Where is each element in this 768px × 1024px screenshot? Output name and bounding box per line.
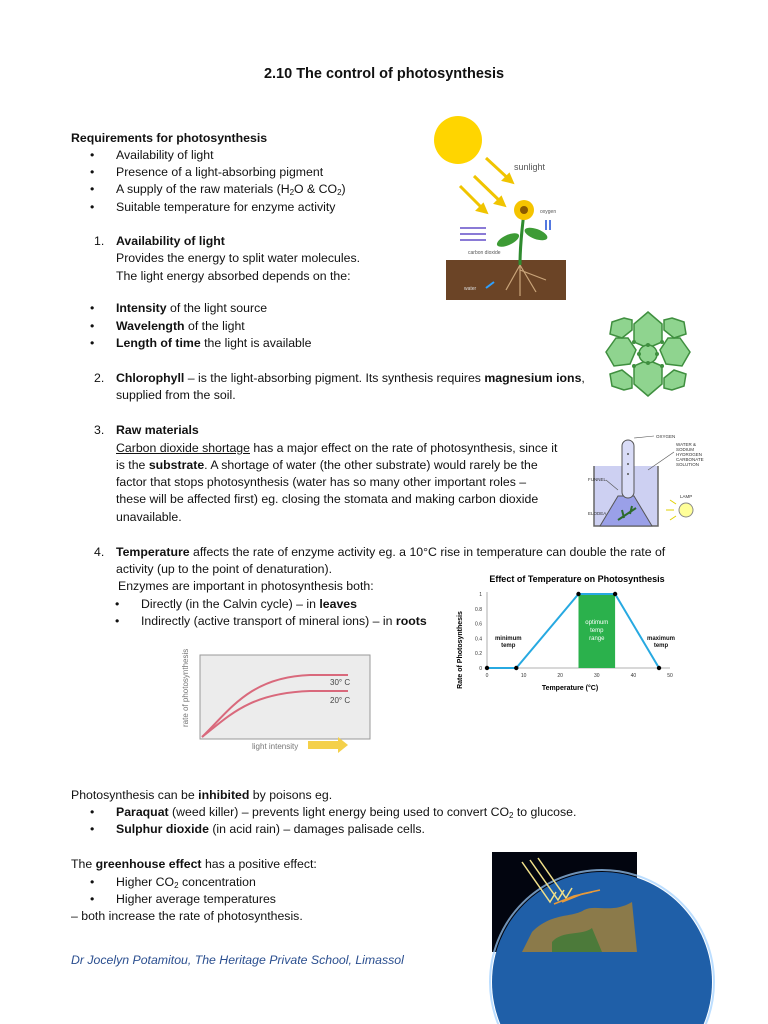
- earth-greenhouse-figure: [492, 852, 637, 952]
- minimum-temp-label: temp: [501, 643, 516, 649]
- page-title: 2.10 The control of photosynthesis: [263, 66, 505, 82]
- enzyme-item: • Indirectly (active transport of mineral ions) – in roots: [141, 613, 427, 630]
- section-3-text: is the substrate. A shortage of water (the other substrate) would rarely be the: [116, 458, 538, 472]
- enzyme-item: • Directly (in the Calvin cycle) – in leaves: [141, 596, 357, 613]
- svg-text:WATER &: WATER &: [676, 442, 696, 447]
- requirement-item: • Availability of light: [116, 147, 214, 164]
- section-3-text: Carbon dioxide shortage has a major effect on the rate of photosynthesis, since it: [116, 441, 558, 455]
- svg-text:oxygen: oxygen: [540, 209, 557, 215]
- section-3-heading: 3. Raw materials: [94, 423, 199, 437]
- greenhouse-item: • Higher $CO_2$ concentration: [116, 874, 256, 894]
- x-tick-label: 10: [520, 673, 527, 679]
- svg-text:20° C: 20° C: [330, 696, 351, 705]
- x-tick-label: 50: [667, 673, 673, 679]
- optimum-label: optimum: [585, 620, 609, 626]
- section-1-text: Provides the energy to split water molecules.: [116, 251, 361, 265]
- optimum-label: temp: [590, 628, 604, 634]
- svg-text:ELODEA: ELODEA: [588, 511, 607, 516]
- light-factor-item: • Intensity of the light source: [116, 300, 267, 317]
- data-point: [657, 666, 661, 670]
- y-tick-label: 0: [479, 666, 482, 672]
- section-1-text: The light energy absorbed depends on the:: [116, 269, 351, 283]
- inhibit-text: Photosynthesis can be inhibited by poisons eg.: [71, 788, 333, 802]
- light-factor-item: • Wavelength of the light: [116, 318, 245, 335]
- y-tick-label: 0.8: [475, 606, 482, 613]
- svg-text:rate of photosynthesis: rate of photosynthesis: [181, 648, 190, 727]
- greenhouse-text: The greenhouse effect has a positive effect:: [71, 857, 317, 871]
- section-2-text: 2. Chlorophyll – is the light-absorbing pigment. Its synthesis requires magnesium ions,: [94, 371, 585, 385]
- poison-item: • Paraquat (weed killer) – prevents light energy being used to convert $CO_2$ to glucose.: [116, 804, 576, 824]
- svg-text:carbon dioxide: carbon dioxide: [468, 250, 501, 256]
- x-tick-label: 20: [557, 673, 563, 679]
- x-tick-label: 30: [594, 673, 600, 679]
- svg-text:FUNNEL: FUNNEL: [588, 477, 607, 482]
- footer-credit: Dr Jocelyn Potamitou, The Heritage Private School, Limassol: [71, 953, 404, 967]
- svg-text:LAMP: LAMP: [680, 494, 693, 499]
- data-point: [613, 592, 617, 596]
- data-point: [485, 666, 489, 670]
- svg-text:30° C: 30° C: [330, 678, 351, 687]
- svg-text:SODIUM: SODIUM: [676, 447, 694, 452]
- section-4-text: 4. Temperature affects the rate of enzyme activity eg. a 10°C rise in temperature can double the rate of: [94, 545, 666, 559]
- section-4-text: activity (up to the point of denaturation).: [116, 562, 333, 576]
- data-point: [514, 666, 518, 670]
- greenhouse-text: – both increase the rate of photosynthesis.: [71, 909, 303, 923]
- section-3-text: these will be affected first) eg. closing the stomata and making carbon dioxide: [116, 492, 539, 506]
- x-tick-label: 40: [630, 673, 637, 679]
- temperature-chart: [455, 570, 685, 700]
- chart-ylabel: Rate of Photosynthesis: [457, 611, 464, 689]
- svg-text:SOLUTION: SOLUTION: [676, 462, 700, 467]
- poison-item: • Sulphur dioxide (in acid rain) – damages palisade cells.: [116, 821, 425, 838]
- series-line: [487, 594, 659, 668]
- sun-icon: [434, 116, 482, 164]
- section-3-text: unavailable.: [116, 510, 182, 524]
- x-tick-label: 0: [485, 673, 489, 679]
- svg-text:OXYGEN: OXYGEN: [656, 434, 676, 439]
- minimum-temp-label: minimum: [494, 636, 522, 642]
- svg-text:light intensity: light intensity: [252, 742, 299, 751]
- chlorophyll-figure: [598, 304, 698, 404]
- data-point: [576, 592, 580, 596]
- maximum-temp-label: temp: [653, 643, 669, 649]
- sunlight-plant-figure: [446, 130, 566, 300]
- apparatus-figure: [588, 430, 704, 534]
- chart-xlabel: Temperature (°C): [541, 685, 599, 692]
- svg-text:HYDROGEN: HYDROGEN: [676, 452, 703, 457]
- y-tick-label: 1: [479, 592, 482, 598]
- sunlight-label: sunlight: [514, 162, 546, 172]
- light-factor-item: • Length of time the light is available: [116, 335, 311, 352]
- lamp-icon: [679, 503, 693, 517]
- greenhouse-item: • Higher average temperatures: [116, 891, 276, 908]
- section-3-text: factor that stops photosynthesis (water has so many other important roles –: [116, 475, 527, 489]
- section-2-text: supplied from the soil.: [116, 388, 236, 402]
- section-1-heading: 1. Availability of light: [94, 234, 225, 248]
- requirement-item: • Suitable temperature for enzyme activity: [116, 199, 335, 216]
- requirement-item: • A supply of the raw materials ($H_2O$ & $CO_2$): [116, 181, 346, 201]
- y-tick-label: 0.4: [475, 636, 482, 643]
- svg-text:CARBONATE: CARBONATE: [676, 457, 704, 462]
- maximum-temp-label: maximum: [647, 636, 676, 642]
- section-4-text: Enzymes are important in photosynthesis both:: [118, 579, 374, 593]
- y-tick-label: 0.2: [475, 651, 482, 658]
- requirement-item: • Presence of a light-absorbing pigment: [116, 164, 323, 181]
- y-tick-label: 0.6: [475, 621, 482, 628]
- requirements-heading: Requirements for photosynthesis: [71, 131, 268, 145]
- svg-text:water: water: [464, 286, 477, 292]
- light-intensity-chart: [180, 648, 372, 755]
- chart-title: Effect of Temperature on Photosynthesis: [489, 574, 665, 584]
- optimum-label: range: [589, 636, 605, 642]
